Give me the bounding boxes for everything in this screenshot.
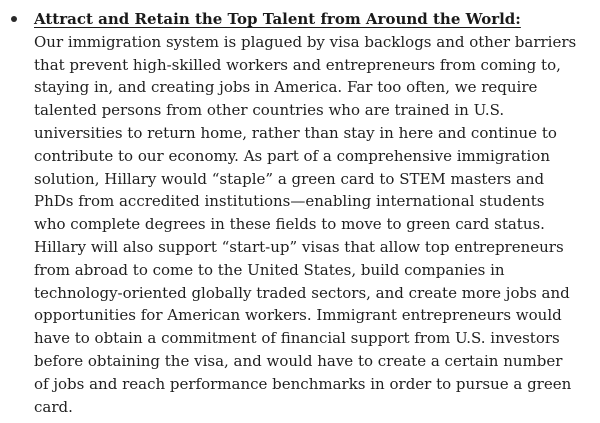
policy-text-line: technology-oriented globally traded sectors, and create more jobs and	[34, 283, 570, 302]
policy-text-line: solution, Hillary would “staple” a green card to STEM masters and	[34, 169, 545, 188]
policy-text-line: before obtaining the visa, and would have to create a certain number	[34, 351, 563, 370]
policy-text-line: from abroad to come to the United States, build companies in	[34, 260, 505, 279]
policy-text-line: universities to return home, rather than stay in here and continue to	[34, 123, 557, 142]
policy-text-line: have to obtain a commitment of financial support from U.S. investors	[34, 329, 560, 348]
policy-list	[0, 8, 592, 418]
policy-text-line: that prevent high-skilled workers and entrepreneurs from coming to,	[34, 55, 561, 74]
policy-text-line: contribute to our economy. As part of a comprehensive immigration	[34, 146, 550, 165]
policy-text-line: who complete degrees in these fields to move to green card status.	[34, 215, 545, 234]
policy-text-line: staying in, and creating jobs in America. Far too often, we require	[34, 78, 538, 97]
policy-list-item	[0, 8, 592, 418]
policy-heading: Attract and Retain the Top Talent from Around the World:	[34, 10, 521, 28]
policy-text-line: Hillary will also support “start-up” visas that allow top entrepreneurs	[34, 237, 564, 256]
policy-text-line: of jobs and reach performance benchmarks in order to pursue a green	[34, 374, 572, 393]
policy-text-line: talented persons from other countries who are trained in U.S.	[34, 101, 505, 120]
policy-text-line: opportunities for American workers. Immigrant entrepreneurs would	[34, 306, 562, 325]
policy-text-line: PhDs from accredited institutions—enabling international students	[34, 192, 545, 211]
bullet-icon	[11, 16, 17, 22]
policy-text-line: Our immigration system is plagued by visa backlogs and other barriers	[34, 32, 577, 51]
policy-text-line: card.	[34, 397, 73, 416]
